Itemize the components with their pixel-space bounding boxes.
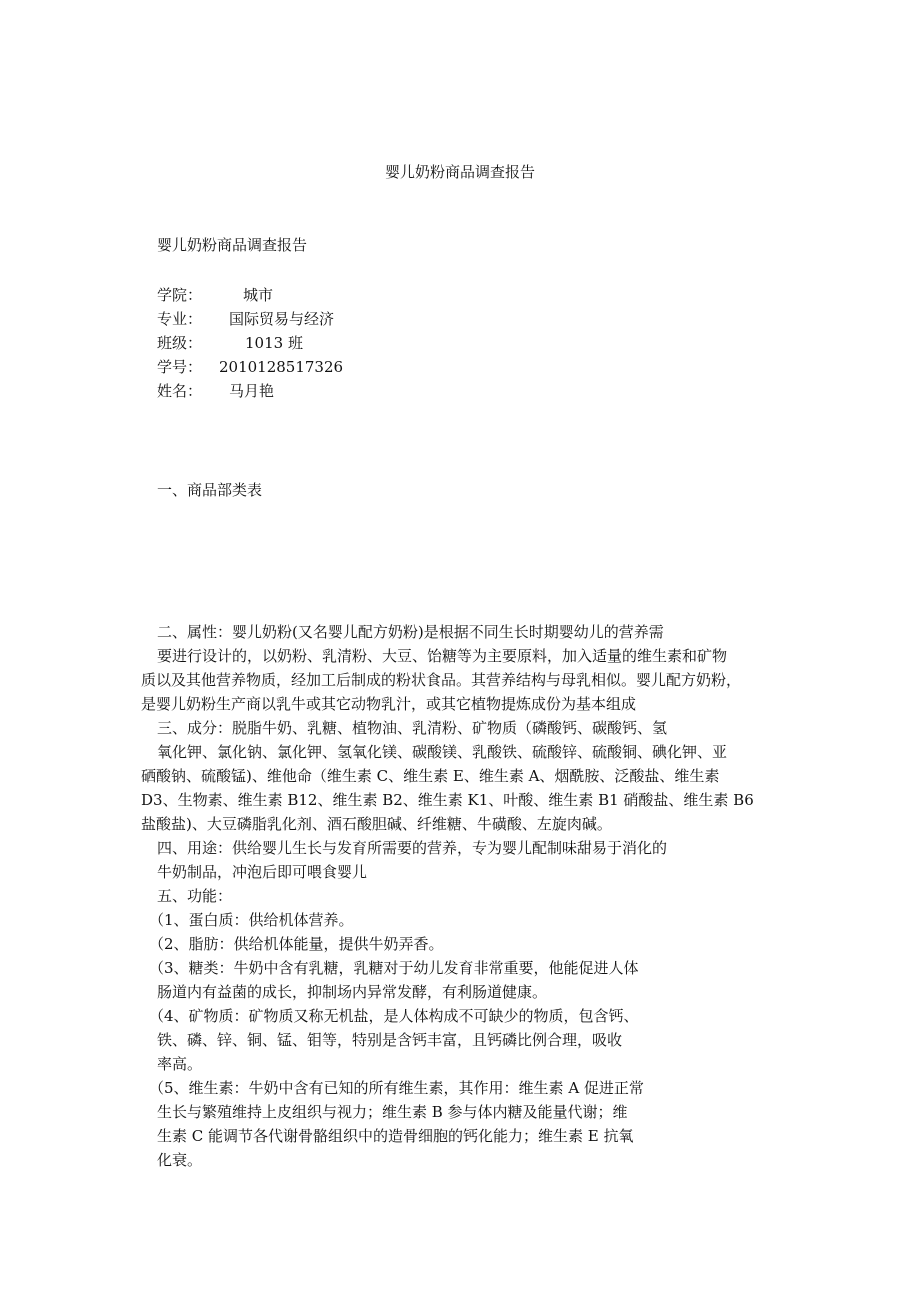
body-line: 盐酸盐)、大豆磷脂乳化剂、酒石酸胆碱、纤维糖、牛磺酸、左旋肉碱。	[141, 815, 612, 833]
body-line: 牛奶制品，冲泡后即可喂食婴儿	[157, 863, 368, 881]
body-line: 五、功能：	[157, 887, 233, 905]
info-label: 学院：	[157, 286, 203, 304]
info-value: 2010128517326	[219, 358, 344, 376]
info-row-student-id	[157, 357, 343, 377]
body-line: 率高。	[157, 1055, 203, 1073]
info-label: 姓名：	[157, 382, 203, 400]
body-line: 三、成分：脱脂牛奶、乳糖、植物油、乳清粉、矿物质（磷酸钙、碳酸钙、氢	[157, 719, 668, 737]
body-line: （1、蛋白质：供给机体营养。	[149, 911, 354, 929]
body-line: （2、脂肪：供给机体能量，提供牛奶弄香。	[149, 935, 444, 953]
info-row-major	[157, 309, 334, 329]
body-line: 四、用途：供给婴儿生长与发育所需要的营养，专为婴儿配制味甜易于消化的	[157, 839, 668, 857]
info-value: 国际贸易与经济	[229, 310, 335, 328]
body-line: 生长与繁殖维持上皮组织与视力；维生素 B 参与体内糖及能量代谢；维	[157, 1103, 628, 1121]
body-line: （4、矿物质：矿物质又称无机盐，是人体构成不可缺少的物质，包含钙、	[149, 1007, 639, 1025]
body-line: 化衰。	[157, 1151, 203, 1169]
body-line: 二、属性：婴儿奶粉(又名婴儿配方奶粉)是根据不同生长时期婴幼儿的营养需	[157, 623, 664, 641]
info-value: 马月艳	[229, 382, 275, 400]
body-line: D3、生物素、维生素 B12、维生素 B2、维生素 K1、叶酸、维生素 B1 硝酸盐、维生素 B6	[141, 791, 754, 809]
info-label: 学号：	[157, 358, 203, 376]
info-value: 1013 班	[245, 334, 303, 352]
body-line: 是婴儿奶粉生产商以乳牛或其它动物乳汁，或其它植物提炼成份为基本组成	[141, 695, 637, 713]
body-line: 铁、磷、锌、铜、锰、钼等，特别是含钙丰富，且钙磷比例合理，吸收	[157, 1031, 623, 1049]
document-title: 婴儿奶粉商品调查报告	[384, 163, 535, 181]
body-line: 要进行设计的，以奶粉、乳清粉、大豆、饴糖等为主要原料，加入适量的维生素和矿物	[157, 647, 728, 665]
info-row-class	[157, 333, 303, 353]
info-value: 城市	[243, 286, 274, 304]
info-label: 班级：	[157, 334, 203, 352]
body-line: （5、维生素：牛奶中含有已知的所有维生素，其作用：维生素 A 促进正常	[149, 1079, 644, 1097]
body-line: 质以及其他营养物质，经加工后制成的粉状食品。其营养结构与母乳相似。婴儿配方奶粉，	[141, 671, 742, 689]
body-line: 肠道内有益菌的成长，抑制场内异常发酵，有利肠道健康。	[157, 983, 548, 1001]
body-line: 氧化钾、氯化钠、氯化钾、氢氧化镁、碳酸镁、乳酸铁、硫酸锌、硫酸铜、碘化钾、亚	[157, 743, 728, 761]
info-row-college	[157, 285, 273, 305]
body-line: 生素 C 能调节各代谢骨骼组织中的造骨细胞的钙化能力；维生素 E 抗氧	[157, 1127, 634, 1145]
info-label: 专业：	[157, 310, 203, 328]
info-row-name	[157, 381, 274, 401]
body-line: （3、糖类：牛奶中含有乳糖，乳糖对于幼儿发育非常重要，他能促进人体	[149, 959, 639, 977]
body-line: 硒酸钠、硫酸锰)、维他命（维生素 C、维生素 E、维生素 A、烟酰胺、泛酸盐、维生素	[141, 767, 720, 785]
section-heading-category-table: 一、商品部类表	[157, 481, 263, 499]
document-subtitle: 婴儿奶粉商品调查报告	[157, 236, 308, 254]
